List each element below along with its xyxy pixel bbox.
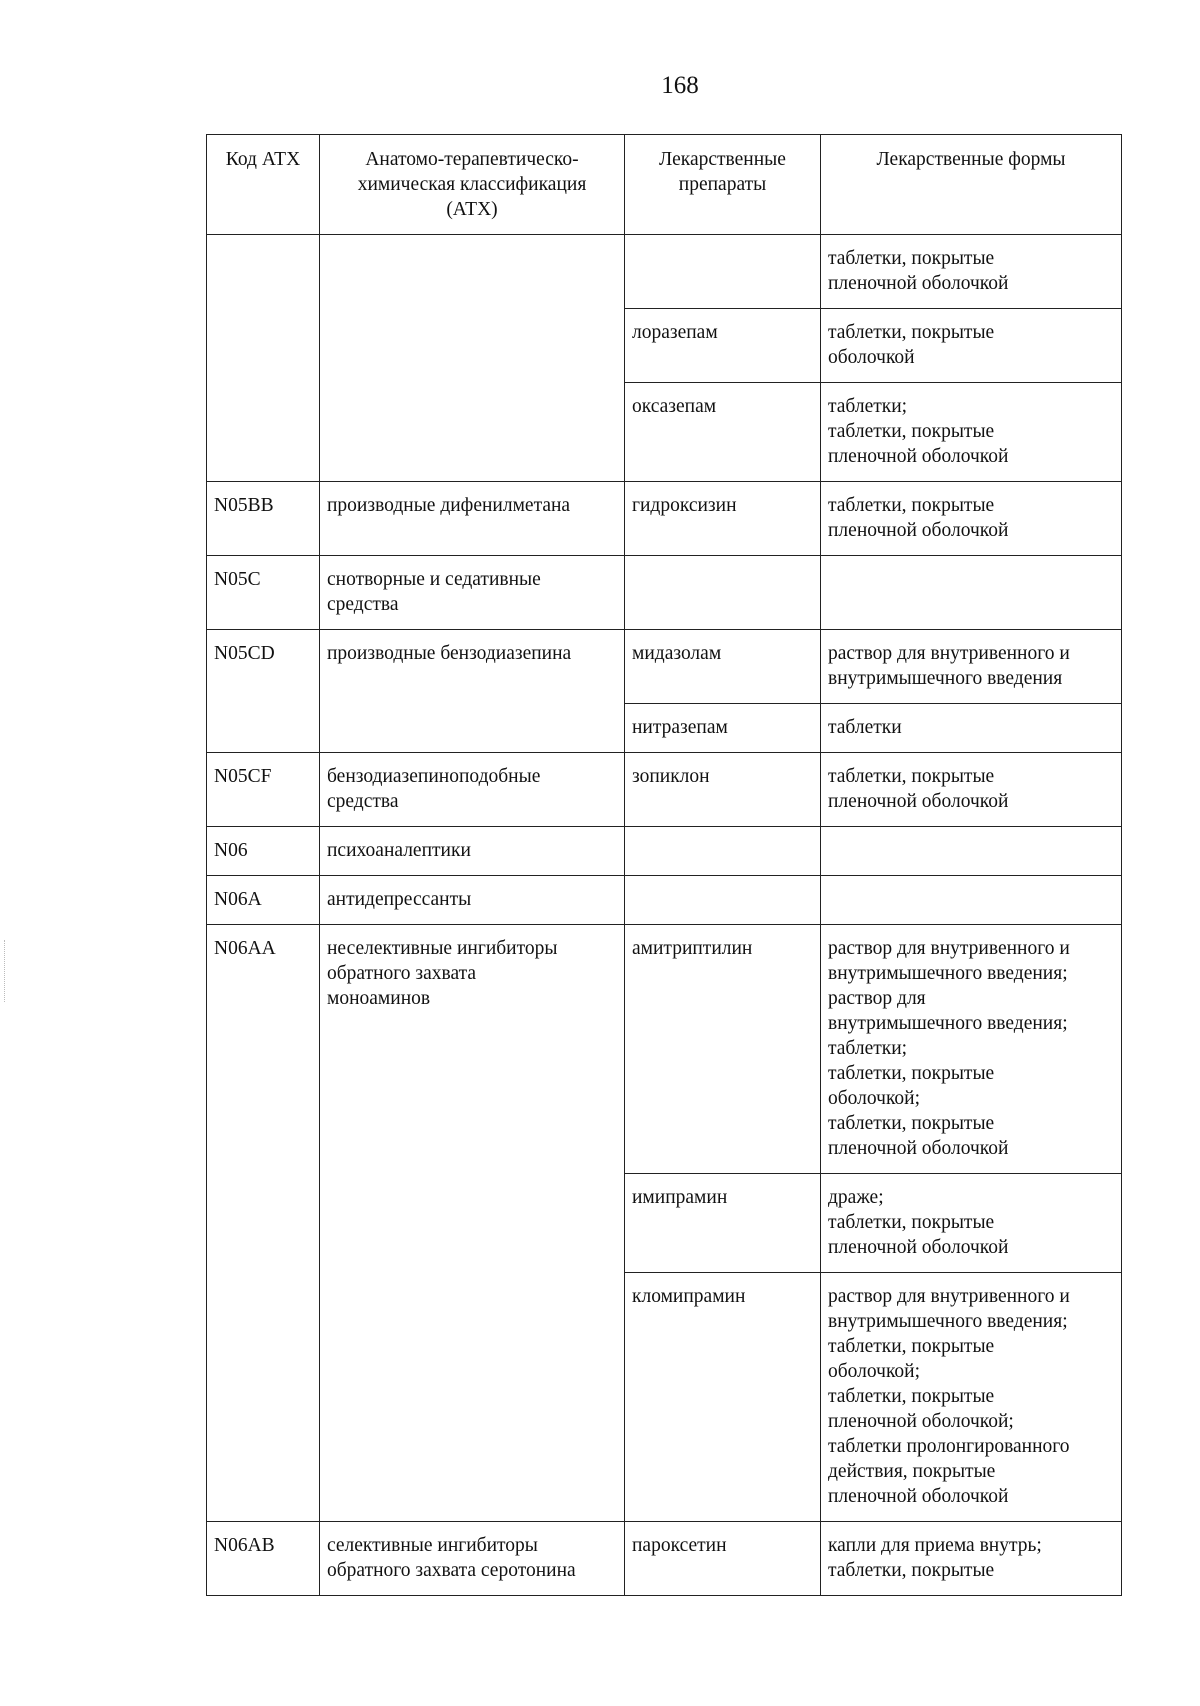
table-row [207,630,1122,704]
dosage-form-cell [821,556,1122,630]
drug-name-cell: зопиклон [625,753,821,827]
scan-artifact-mark [4,940,6,1002]
atx-classification-cell: производные дифенилметана [320,482,625,556]
atx-code-cell: N05CD [207,630,320,753]
atx-classification-cell: селективные ингибиторы обратного захвата серотонина [320,1522,625,1596]
drug-name-cell: пароксетин [625,1522,821,1596]
dosage-form-cell: раствор для внутривенного и внутримышечного введения; раствор для внутримышечного введения; таблетки; таблетки, покрытые оболочкой; таблетки, покрытые пленочной оболочкой [821,925,1122,1174]
drug-name-cell: амитриптилин [625,925,821,1174]
atx-classification-cell: производные бензодиазепина [320,630,625,753]
atx-code-cell: N06AB [207,1522,320,1596]
atx-code-cell: N06A [207,876,320,925]
table-row [207,925,1122,1174]
drug-name-cell [625,556,821,630]
header-classification: Анатомо-терапевтическо- химическая классификация (АТХ) [320,135,625,235]
dosage-form-cell: таблетки, покрытые пленочной оболочкой [821,753,1122,827]
drug-name-cell: мидазолам [625,630,821,704]
dosage-form-cell: таблетки; таблетки, покрытые пленочной оболочкой [821,383,1122,482]
atx-classification-cell: снотворные и седативные средства [320,556,625,630]
drug-name-cell: кломипрамин [625,1273,821,1522]
drug-name-cell [625,876,821,925]
table-row [207,753,1122,827]
dosage-form-cell: раствор для внутривенного и внутримышечного введения; таблетки, покрытые оболочкой; таблетки, покрытые пленочной оболочкой; таблетки пролонгированного действия, покрытые пленочной оболочкой [821,1273,1122,1522]
dosage-form-cell: таблетки, покрытые пленочной оболочкой [821,235,1122,309]
drug-name-cell: лоразепам [625,309,821,383]
atx-code-cell: N05C [207,556,320,630]
atx-code-cell [207,235,320,482]
atx-code-cell: N06 [207,827,320,876]
drug-name-cell: нитразепам [625,704,821,753]
table-row [207,876,1122,925]
dosage-form-cell: таблетки, покрытые пленочной оболочкой [821,482,1122,556]
atx-code-cell: N05CF [207,753,320,827]
page-number: 168 [661,72,699,99]
dosage-form-cell: таблетки [821,704,1122,753]
atx-classification-cell: бензодиазепиноподобные средства [320,753,625,827]
dosage-form-cell: капли для приема внутрь; таблетки, покрытые [821,1522,1122,1596]
atx-classification-cell [320,235,625,482]
atx-classification-cell: неселективные ингибиторы обратного захвата моноаминов [320,925,625,1522]
atx-code-cell: N05BB [207,482,320,556]
header-forms: Лекарственные формы [821,135,1122,235]
dosage-form-cell: раствор для внутривенного и внутримышечного введения [821,630,1122,704]
table-header-row [207,135,1122,235]
dosage-form-cell [821,876,1122,925]
atx-drug-table [206,134,1122,1596]
atx-classification-cell: психоаналептики [320,827,625,876]
drug-name-cell: оксазепам [625,383,821,482]
drug-name-cell: гидроксизин [625,482,821,556]
atx-code-cell: N06AA [207,925,320,1522]
drug-name-cell [625,235,821,309]
dosage-form-cell: таблетки, покрытые оболочкой [821,309,1122,383]
table-row [207,482,1122,556]
atx-classification-cell: антидепрессанты [320,876,625,925]
table-row [207,827,1122,876]
drug-name-cell [625,827,821,876]
drug-name-cell: имипрамин [625,1174,821,1273]
table-row [207,556,1122,630]
table-row [207,1522,1122,1596]
dosage-form-cell: драже; таблетки, покрытые пленочной оболочкой [821,1174,1122,1273]
header-drugs: Лекарственные препараты [625,135,821,235]
table-row [207,235,1122,309]
dosage-form-cell [821,827,1122,876]
header-code: Код АТХ [207,135,320,235]
